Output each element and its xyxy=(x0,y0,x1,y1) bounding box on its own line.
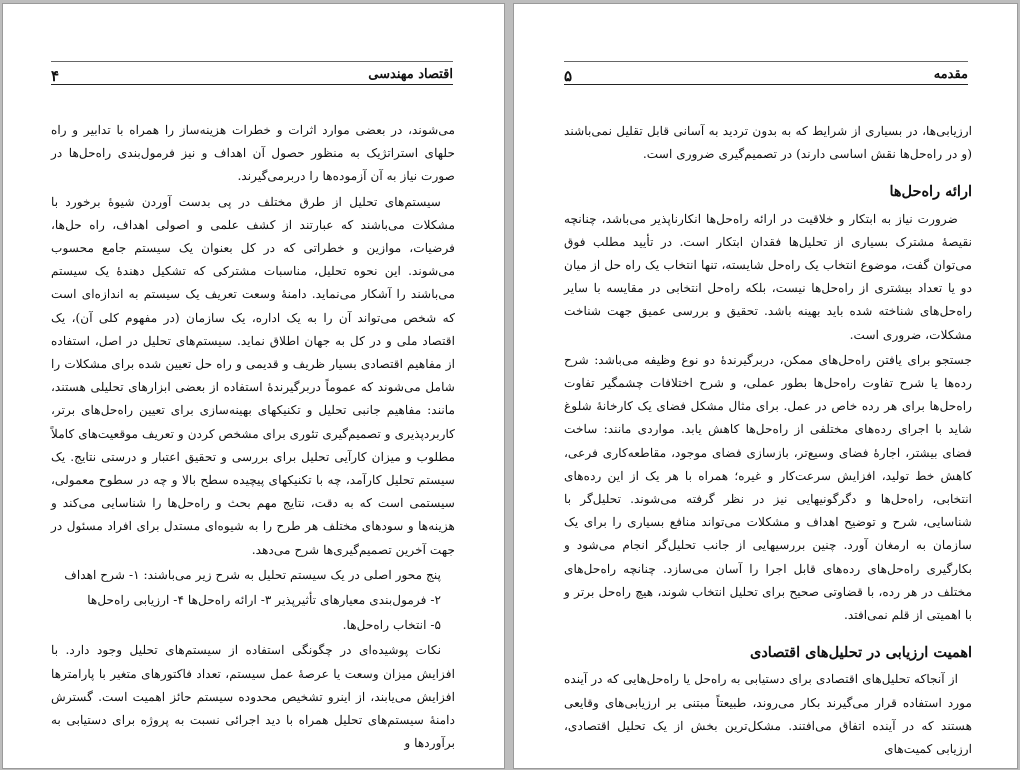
header-rule xyxy=(564,84,968,85)
paragraph: ضرورت نیاز به ابتکار و خلاقیت در ارائه راه‌حل‌ها انکارناپذیر می‌باشد، چنانچه نقیصهٔ مشترک بسیاری از تحلیل‌ها فقدان ابتکار است. در تأیید مطلب فوق می‌توان گفت، موضوع انتخاب یک راه‌حل شایسته، تنها انتخاب یک راه حل از میان دو یا تعداد بیشتری از راه‌حل‌ها نیست، بلکه راه‌حل انتخابی در مقایسه با سایر راه‌حل‌های شناخته شده باید بهینه باشد. تحقیق و بررسی عمیق جهت شناخت مشکلات، ضروری است. xyxy=(564,211,972,342)
page-number: ۴ xyxy=(51,67,60,85)
running-header xyxy=(51,61,453,85)
paragraph: ارزیابی‌ها، در بسیاری از شرایط که به بدون تردید به آسانی قابل تقلیل نمی‌باشند (و در راه‌حل‌ها نقش اساسی دارند) در تصمیم‌گیری ضروری است. xyxy=(564,124,972,162)
list-line: پنج محور اصلی در یک سیستم تحلیل به شرح زیر می‌باشند: ۱- شرح اهداف xyxy=(64,567,441,582)
section-heading: اهمیت ارزیابی در تحلیل‌های اقتصادی xyxy=(749,644,972,662)
section-heading: ارائه راه‌حل‌ها xyxy=(889,183,972,201)
header-rule-top xyxy=(564,61,968,62)
page-number: ۵ xyxy=(564,67,573,85)
paragraph: سیستم‌های تحلیل از طرق مختلف در پی بدست آوردن شیوهٔ برخورد با مشکلات می‌باشند که عبارتند از کشف علمی و اصولی اهداف، راه حل‌ها، فرضیات، موازین و خطراتی که در کل بعنوان یک سیستم جامع محسوب می‌شوند. این نحوه تحلیل، مناسبات مشترکی که تشکیل دهندهٔ یک سیستم می‌باشند را آشکار می‌نماید. دامنهٔ وسعت تعریف یک سیستم به اندازه‌ای است که شخص می‌تواند آن را به یک اداره، یک سازمان (در مفهوم کلی آن)، یک اقتصاد ملی و در کل به جهان اطلاق نماید. سیستم‌های تحلیل در اصل، استفاده از مفاهیم اقتصادی بسیار ظریف و قدیمی و راه حل تعیین شده برای مشکلات را شامل می‌شوند که عموماً دربرگیرندهٔ استفاده از بعضی ابزارهای تحلیلی هستند، مانند: مفاهیم جانبی تحلیل و تکنیکهای بهینه‌سازی برای تعیین راه‌حل‌های برتر، کاربردپذیری و تصمیم‌گیری تئوری برای مشخص کردن و تعریف موقعیت‌های کاملاً مطلوب و میزان کارآیی تحلیل برای بررسی و تحقیق اعتبار و درستی نتایج. یک سیستم تحلیل کارآمد، چه با تکنیکهای پیچیده سطح بالا و چه در سطوح معمولی، سیستمی است که به دقت، نتایج مهم بحث و راه‌حل‌ها را شناسایی می‌کند و هزینه‌ها و سودهای مختلف هر طرح را به شیوه‌ای مستدل برای افراد مسئول در جهت آخرین تصمیم‌گیری‌ها شرح می‌دهد. xyxy=(51,194,455,557)
list-line: ۵- انتخاب راه‌حل‌ها. xyxy=(342,618,441,633)
left-page xyxy=(2,3,505,769)
header-rule-top xyxy=(51,61,453,62)
paragraph: نکات پوشیده‌ای در چگونگی استفاده از سیستم‌های تحلیل وجود دارد. با افزایش میزان وسعت یا عرصهٔ عمل سیستم، تعداد فاکتورهای متغیر با پارامترها افزایش می‌یابند، از اینرو تشخیص محدوده سیستم حائز اهمیت است. گسترش دامنهٔ سیستم‌های تحلیل همراه با دید اجرائی نسبت به پروژه برای دستیابی به برآوردها و xyxy=(51,643,455,751)
list-line: ۲- فرمول‌بندی معیارهای تأثیرپذیر ۳- ارائه راه‌حل‌ها ۴- ارزیابی راه‌حل‌ها xyxy=(87,593,441,608)
paragraph: از آنجاکه تحلیل‌های اقتصادی برای دستیابی به راه‌حل یا راه‌حل‌هایی که در آینده مورد استفاده قرار می‌گیرند بکار می‌روند، طبیعتاً مبتنی بر ارزیابی‌های وقایعی هستند که در آینده اتفاق می‌افتند. مشکل‌ترین بخش از یک تحلیل اقتصادی، ارزیابی کمیت‌های xyxy=(564,672,972,757)
paragraph: جستجو برای یافتن راه‌حل‌های ممکن، دربرگیرندهٔ دو نوع وظیفه می‌باشد: شرح رده‌ها یا شرح تفاوت راه‌حل‌ها بطور عملی، و شرح اختلافات چشمگیر تفاوت راه‌حل‌ها برای هر رده خاص در عمل. برای مثال مشکل فضای یک کارخانهٔ شلوغ شاید با اجرای رده‌های مختلفی از راه‌حل‌ها کاهش یابد. مواردی مانند: ساخت فضای بیشتر، اجارهٔ فضای وسیع‌تر، بازسازی فضای موجود، مقاطعه‌کاری فرعی، کاهش خط تولید، افزایش سرعت‌کار و غیره؛ همراه با هر یک از این رده‌های انتخابی، راه‌حل‌ها و دگرگونیهایی نیز در نظر گرفته می‌شوند. تحلیل‌گر با شناسایی، شرح و توضیح اهداف و مشکلات می‌تواند منافع بسیاری را برای یک سازمان به ارمغان آورد. چنین بررسیهایی از جانب تحلیل‌گر انجام می‌شود و بکارگیری راه‌حل‌های رده‌های قابل اجرا را آسان می‌سازد. چنانچه راه‌حل‌های مختلف در هر رده، با قضاوتی صحیح برای تحلیل انتخاب شوند، هیچ راه‌حل برتر و با اهمیتی از قلم نمی‌افتد. xyxy=(564,352,972,623)
header-rule xyxy=(51,84,453,85)
running-title: مقدمه xyxy=(933,67,968,82)
right-page xyxy=(513,3,1018,769)
paragraph: می‌شوند، در بعضی موارد اثرات و خطرات هزینه‌ساز را همراه با تدابیر و راه حلهای استراتژیک به منظور حصول آن اهداف و نیز فرمول‌بندی راه‌حل‌ها در صورت نیاز به آن آزموده‌ها را دربرمی‌گیرند. xyxy=(51,123,455,184)
body-text xyxy=(564,120,972,763)
body-text xyxy=(51,119,455,757)
running-header xyxy=(564,61,968,85)
running-title: اقتصاد مهندسی xyxy=(368,67,453,82)
